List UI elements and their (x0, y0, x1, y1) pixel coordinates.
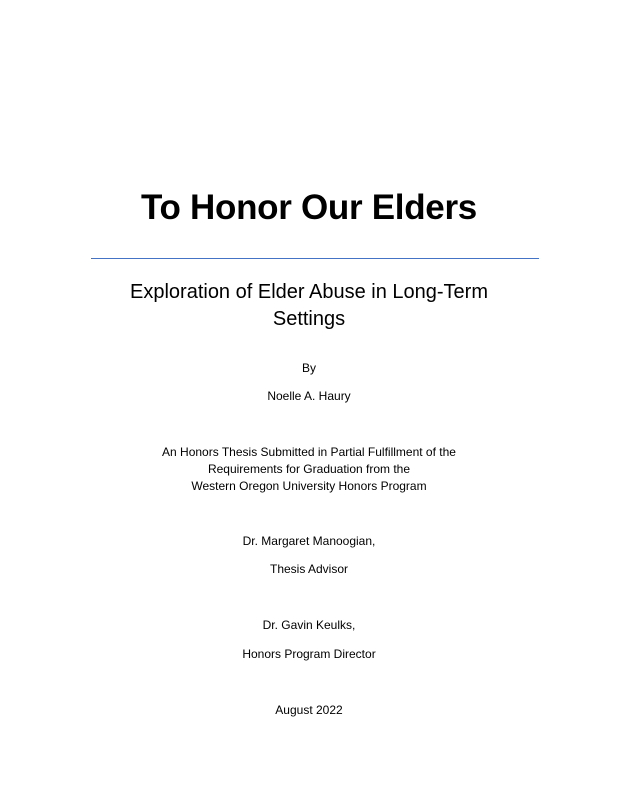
title-divider (91, 258, 539, 259)
thesis-statement-line: An Honors Thesis Submitted in Partial Fulfillment of the (162, 445, 456, 459)
advisor-name: Dr. Margaret Manoogian, (242, 534, 376, 548)
thesis-statement (0, 444, 618, 495)
advisor-role: Thesis Advisor (269, 562, 349, 576)
document-title: To Honor Our Elders (141, 188, 477, 227)
author-name: Noelle A. Haury (267, 389, 351, 403)
thesis-statement-line: Requirements for Graduation from the (207, 462, 411, 476)
director-name: Dr. Gavin Keulks, (262, 618, 356, 632)
by-label: By (301, 361, 316, 375)
thesis-statement-line: Western Oregon University Honors Program (191, 479, 427, 493)
director-role: Honors Program Director (242, 647, 376, 661)
document-subtitle: Exploration of Elder Abuse in Long-Term Settings (130, 281, 488, 330)
submission-date: August 2022 (275, 703, 343, 717)
